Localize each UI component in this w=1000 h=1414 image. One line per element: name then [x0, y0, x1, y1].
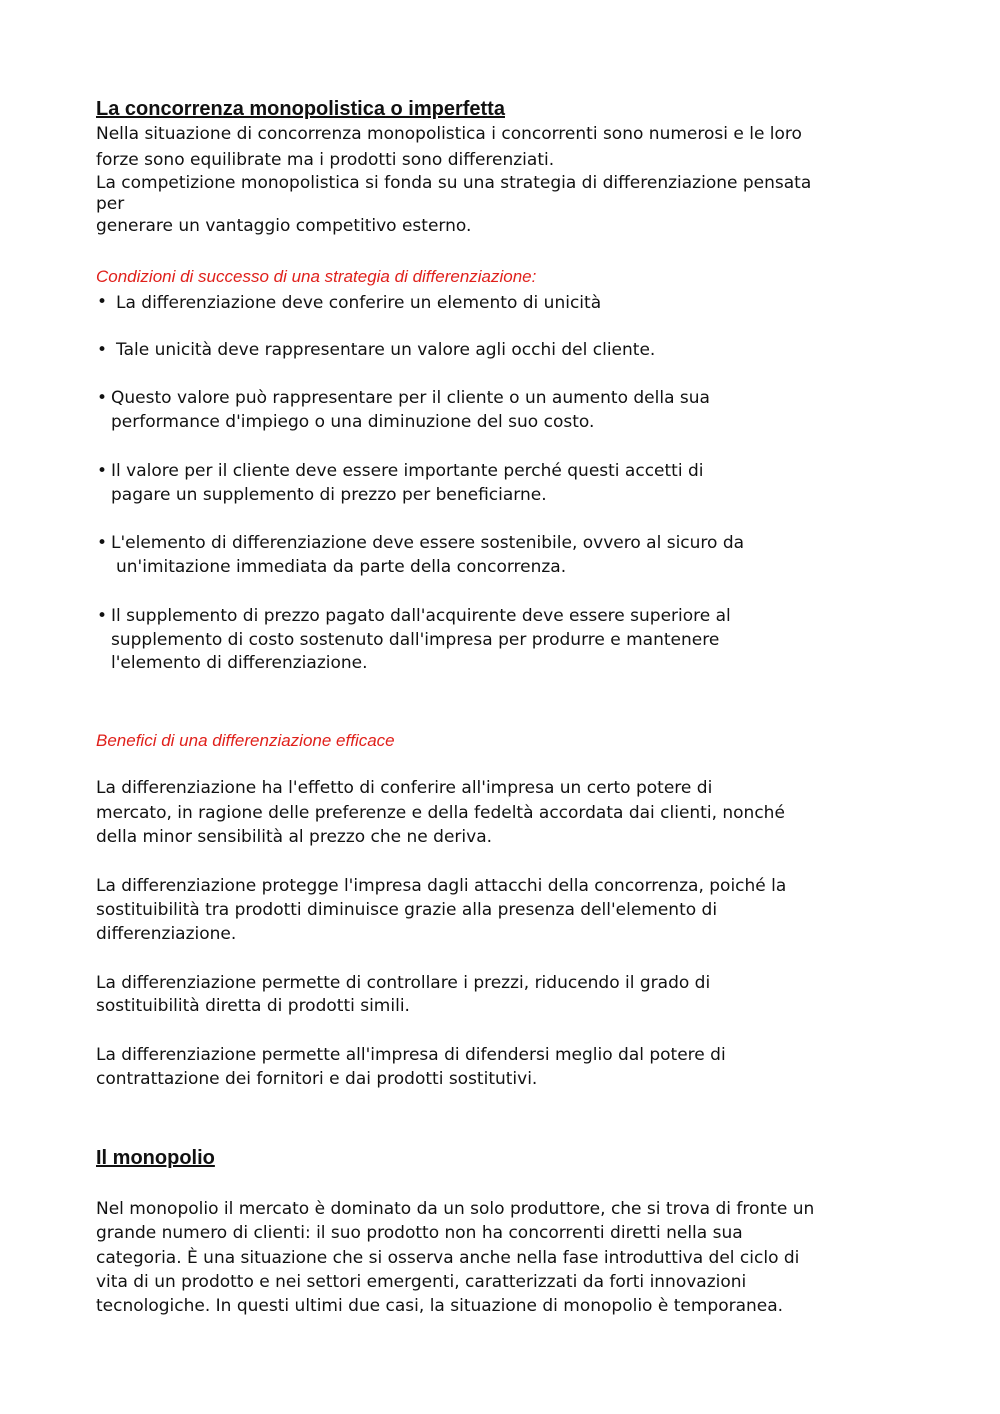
paragraph-line: grande numero di clienti: il suo prodotto non ha concorrenti diretti nella sua [96, 1223, 743, 1243]
bullet-item-line: supplemento di costo sostenuto dall'impresa per produrre e mantenere [111, 630, 720, 650]
paragraph-line: La differenziazione permette all'impresa di difendersi meglio dal potere di [96, 1045, 726, 1065]
paragraph-line: vita di un prodotto e nei settori emergenti, caratterizzati da forti innovazioni [96, 1272, 747, 1292]
bullet-marker: • [97, 388, 108, 408]
section-title: La concorrenza monopolistica o imperfetta [96, 98, 505, 120]
paragraph-line: contrattazione dei fornitori e dai prodotti sostitutivi. [96, 1069, 538, 1089]
bullet-marker: • [97, 292, 108, 312]
benefits-heading: Benefici di una differenziazione efficace [96, 731, 395, 750]
paragraph-line: La differenziazione permette di controllare i prezzi, riducendo il grado di [96, 973, 711, 993]
bullet-marker: • [97, 461, 108, 481]
paragraph-line: generare un vantaggio competitivo esterno. [96, 216, 472, 236]
paragraph-line: forze sono equilibrate ma i prodotti sono differenziati. [96, 150, 555, 170]
bullet-item-line: Il supplemento di prezzo pagato dall'acquirente deve essere superiore al [111, 606, 731, 626]
bullet-item-line: La differenziazione deve conferire un elemento di unicità [116, 293, 602, 313]
bullet-marker: • [97, 340, 108, 360]
paragraph-line: La differenziazione protegge l'impresa dagli attacchi della concorrenza, poiché la [96, 876, 787, 896]
paragraph-line: sostituibilità tra prodotti diminuisce grazie alla presenza dell'elemento di [96, 900, 718, 920]
paragraph-line: mercato, in ragione delle preferenze e della fedeltà accordata dai clienti, nonché [96, 803, 785, 823]
bullet-item-line: performance d'impiego o una diminuzione del suo costo. [111, 412, 595, 432]
paragraph-line: categoria. È una situazione che si osserva anche nella fase introduttiva del ciclo di [96, 1248, 800, 1268]
paragraph-line: per [96, 194, 125, 214]
bullet-item-line: Questo valore può rappresentare per il cliente o un aumento della sua [111, 388, 710, 408]
section-title: Il monopolio [96, 1147, 215, 1169]
bullet-item-line: Tale unicità deve rappresentare un valore agli occhi del cliente. [116, 340, 656, 360]
paragraph-line: Nella situazione di concorrenza monopolistica i concorrenti sono numerosi e le loro [96, 124, 802, 144]
paragraph-line: La competizione monopolistica si fonda su una strategia di differenziazione pensata [96, 173, 812, 193]
paragraph-line: della minor sensibilità al prezzo che ne deriva. [96, 827, 493, 847]
bullet-item-line: un'imitazione immediata da parte della concorrenza. [116, 557, 567, 577]
paragraph-line: differenziazione. [96, 924, 237, 944]
bullet-item-line: l'elemento di differenziazione. [111, 653, 368, 673]
bullet-item-line: Il valore per il cliente deve essere importante perché questi accetti di [111, 461, 704, 481]
paragraph-line: tecnologiche. In questi ultimi due casi, la situazione di monopolio è temporanea. [96, 1296, 784, 1316]
paragraph-line: sostituibilità diretta di prodotti simili. [96, 996, 410, 1016]
paragraph-line: Nel monopolio il mercato è dominato da un solo produttore, che si trova di fronte un [96, 1199, 815, 1219]
bullet-marker: • [97, 533, 108, 553]
bullet-item-line: pagare un supplemento di prezzo per beneficiarne. [111, 485, 547, 505]
paragraph-line: La differenziazione ha l'effetto di conferire all'impresa un certo potere di [96, 778, 713, 798]
bullet-marker: • [97, 606, 108, 626]
conditions-heading: Condizioni di successo di una strategia di differenziazione: [96, 267, 537, 286]
bullet-item-line: L'elemento di differenziazione deve essere sostenibile, ovvero al sicuro da [111, 533, 745, 553]
